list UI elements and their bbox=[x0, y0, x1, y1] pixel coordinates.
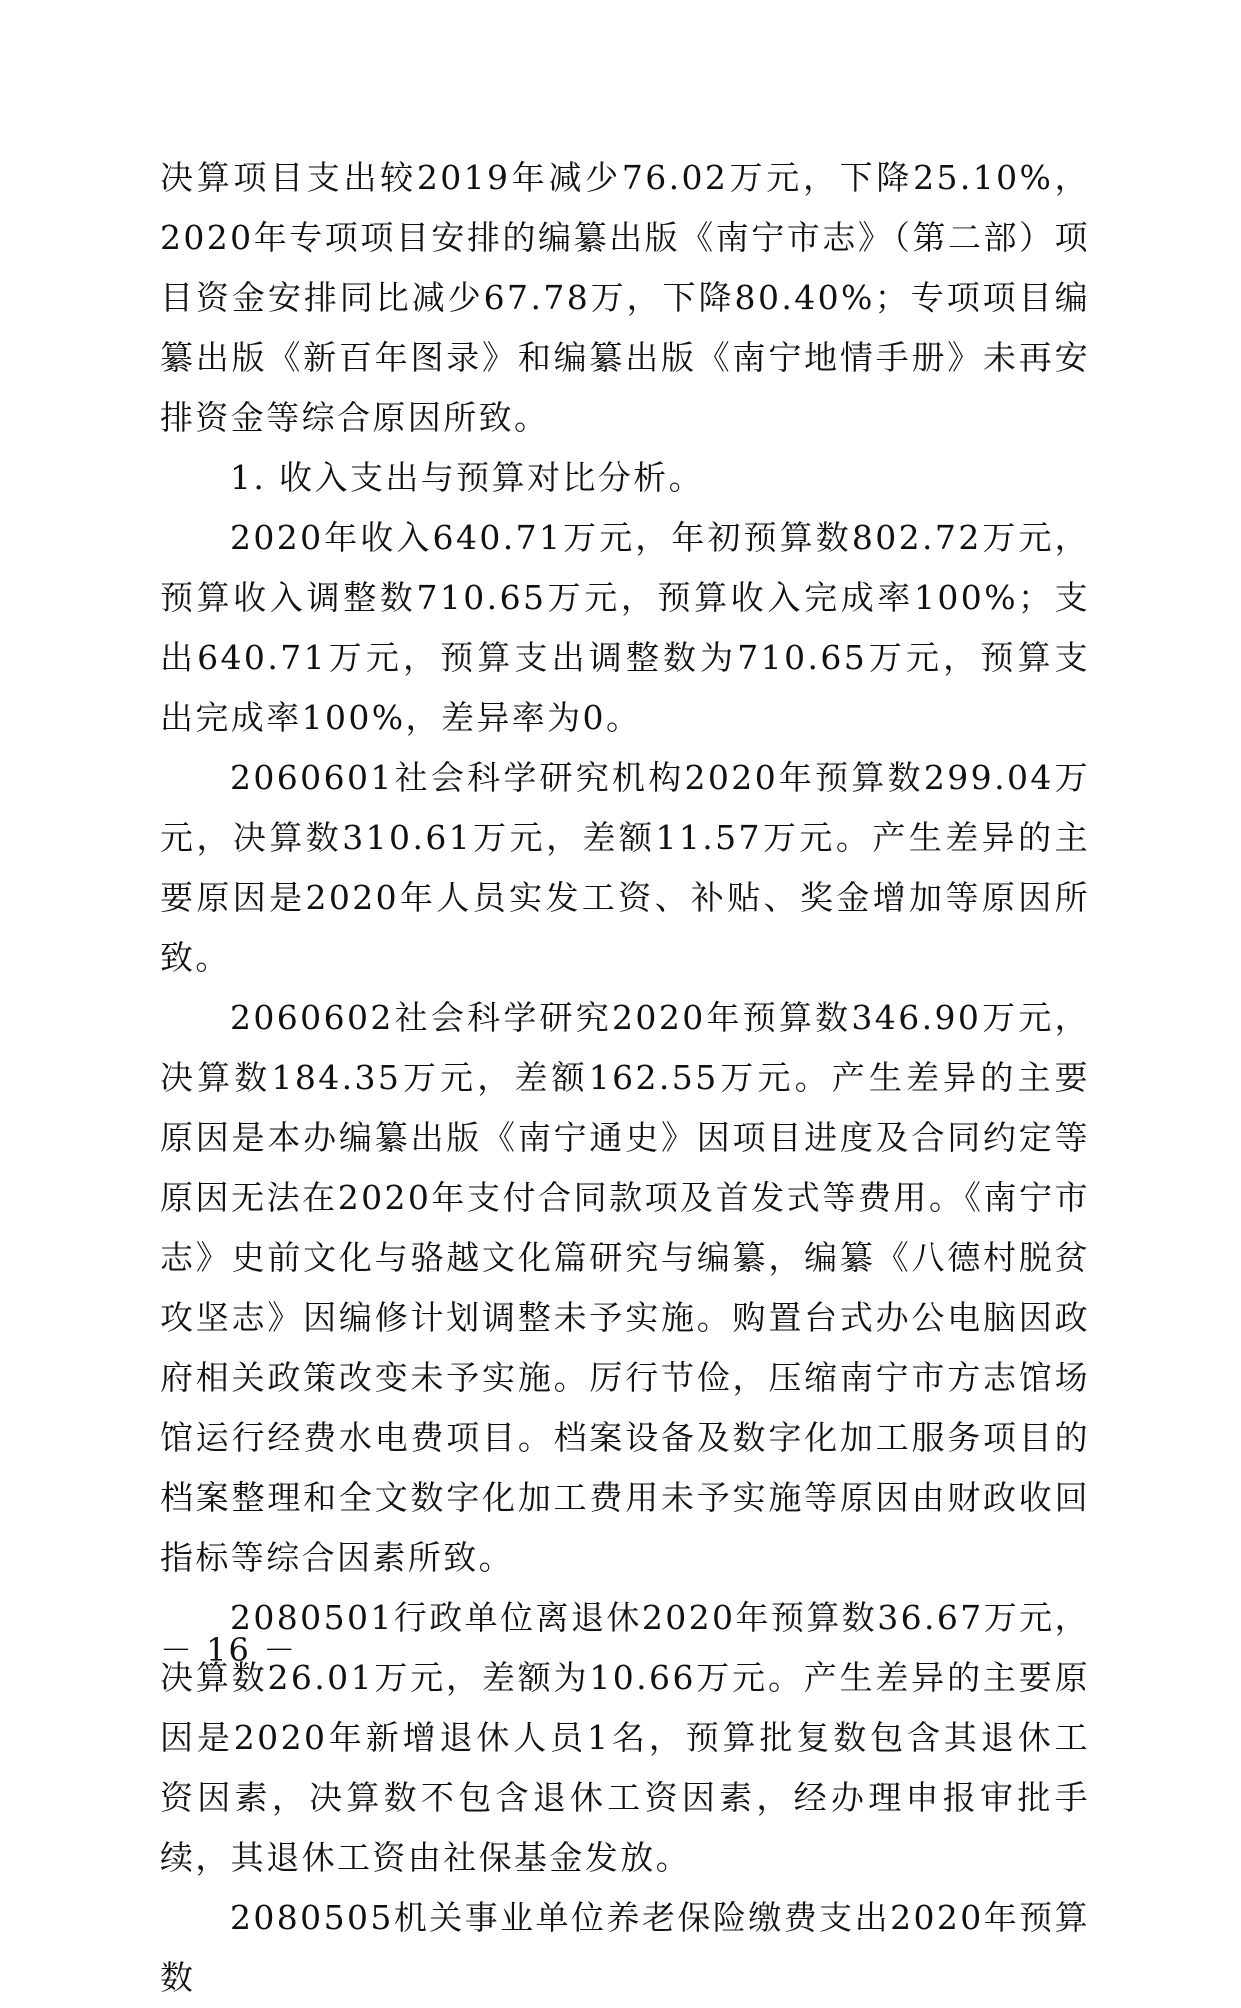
document-body bbox=[160, 148, 1090, 2008]
page-number: － 16 － bbox=[160, 1631, 298, 1669]
paragraph-2060602: 2060602社会科学研究2020年预算数346.90万元，决算数184.35万元，差额162.55万元。产生差异的主要原因是本办编纂出版《南宁通史》因项目进度及合同约定等原因无法在2020年支付合同款项及首发式等费用。《南宁市志》史前文化与骆越文化篇研究与编纂，编纂《八德村脱贫攻坚志》因编修计划调整未予实施。购置台式办公电脑因政府相关政策改变未予实施。厉行节俭，压缩南宁市方志馆场馆运行经费水电费项目。档案设备及数字化加工服务项目的档案整理和全文数字化加工费用未予实施等原因由财政收回指标等综合因素所致。 bbox=[160, 998, 1090, 1577]
paragraph-2060601: 2060601社会科学研究机构2020年预算数299.04万元，决算数310.61万元，差额11.57万元。产生差异的主要原因是2020年人员实发工资、补贴、奖金增加等原因所致。 bbox=[160, 758, 1090, 977]
paragraph-2080505: 2080505机关事业单位养老保险缴费支出2020年预算数 bbox=[160, 1898, 1090, 1997]
paragraph-income-summary: 2020年收入640.71万元，年初预算数802.72万元，预算收入调整数710.65万元，预算收入完成率100%；支出640.71万元，预算支出调整数为710.65万元，预算支出完成率100%，差异率为0。 bbox=[160, 518, 1090, 737]
section-heading-income-expenditure: 1. 收入支出与预算对比分析。 bbox=[230, 458, 704, 497]
paragraph-2080501: 2080501行政单位离退休2020年预算数36.67万元，决算数26.01万元，差额为10.66万元。产生差异的主要原因是2020年新增退休人员1名，预算批复数包含其退休工资因素，决算数不包含退休工资因素，经办理申报审批手续，其退休工资由社保基金发放。 bbox=[160, 1598, 1090, 1877]
paragraph-expenditure-decrease: 决算项目支出较2019年减少76.02万元，下降25.10%，2020年专项项目安排的编纂出版《南宁市志》（第二部）项目资金安排同比减少67.78万，下降80.40%；专项项目编纂出版《新百年图录》和编纂出版《南宁地情手册》未再安排资金等综合原因所致。 bbox=[160, 158, 1090, 437]
